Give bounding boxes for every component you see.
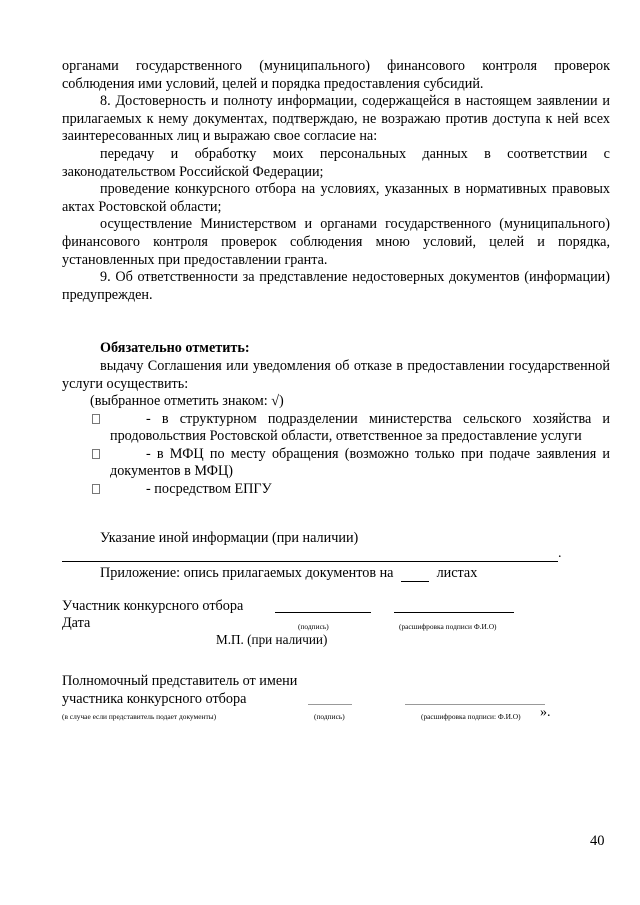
closing-quote: ».: [540, 705, 551, 720]
paragraph-personal-data: передачу и обработку моих персональных данных в соответствии с законодательством Российской Федерации;: [62, 145, 610, 180]
representative-sign-line[interactable]: [308, 694, 352, 705]
checkbox-ministry[interactable]: [92, 414, 100, 424]
option-mfc: [62, 446, 610, 481]
paragraph-continuation: органами государственного (муниципального) финансового контроля проверок соблюдения ими условий, целей и порядка предоставления субсидий.: [62, 58, 610, 92]
participant-decode-line[interactable]: [394, 598, 514, 613]
option-mfc-label: - в МФЦ по месту обращения (возможно только при подаче заявления и документов в МФЦ): [110, 445, 610, 480]
checkbox-mfc[interactable]: [92, 449, 100, 459]
option-epgu-label: - посредством ЕПГУ: [146, 481, 272, 498]
representative-line1: Полномочный представитель от имени: [62, 673, 298, 689]
representative-decode-caption: (расшифровка подписи: Ф.И.О): [421, 712, 521, 721]
other-info-input[interactable]: [62, 547, 558, 562]
option-ministry-label: - в структурном подразделении министерства сельского хозяйства и продовольствия Ростовской области, ответственное за предоставление услуги: [110, 410, 610, 445]
delivery-text: выдачу Соглашения или уведомления об отказе в предоставлении государственной услуги осуществить:: [62, 357, 610, 392]
participant-decode-caption: (расшифровка подписи Ф.И.О): [399, 622, 497, 631]
representative-line2: участника конкурсного отбора: [62, 691, 247, 707]
option-ministry: [62, 411, 610, 446]
attachment-suffix: листах: [436, 565, 478, 581]
paragraph-9: 9. Об ответственности за представление недостоверных документов (информации) предупрежден.: [62, 269, 610, 303]
mandatory-heading: Обязательно отметить:: [100, 340, 250, 357]
participant-sign-caption: (подпись): [298, 622, 329, 631]
document-body: [62, 58, 610, 499]
paragraph-competition: проведение конкурсного отбора на условиях, указанных в нормативных правовых актах Ростовской области;: [62, 181, 610, 215]
mark-hint: (выбранное отметить знаком: √): [90, 393, 284, 410]
attachment-prefix: Приложение: опись прилагаемых документов на: [100, 565, 394, 581]
representative-note: (в случае если представитель подает документы): [62, 712, 217, 721]
other-info-line-end: .: [558, 546, 562, 561]
page-number: 40: [590, 833, 605, 849]
stamp-label: М.П. (при наличии): [216, 632, 328, 647]
representative-sign-caption: (подпись): [314, 712, 345, 721]
attachment-line: [100, 565, 477, 582]
other-info-line-wrap: [62, 544, 562, 562]
checkbox-epgu[interactable]: [92, 484, 100, 494]
option-epgu: [62, 481, 610, 499]
date-label: Дата: [62, 615, 91, 631]
paragraph-8: 8. Достоверность и полноту информации, содержащейся в настоящем заявлении и прилагаемых к нему документах, подтверждаю, не возражаю против доступа к ней всех заинтересованных лиц и выражаю свое согласие на:: [62, 93, 610, 145]
participant-sign-line[interactable]: [275, 598, 371, 613]
representative-decode-line[interactable]: [405, 694, 545, 705]
participant-label: Участник конкурсного отбора: [62, 598, 244, 614]
paragraph-control: осуществление Министерством и органами государственного (муниципального) финансового контроля проверок соблюдения мною условий, целей и порядка, установленных при предоставлении гранта.: [62, 216, 610, 268]
attachment-count-input[interactable]: [401, 569, 429, 582]
other-info-label: Указание иной информации (при наличии): [100, 530, 359, 546]
